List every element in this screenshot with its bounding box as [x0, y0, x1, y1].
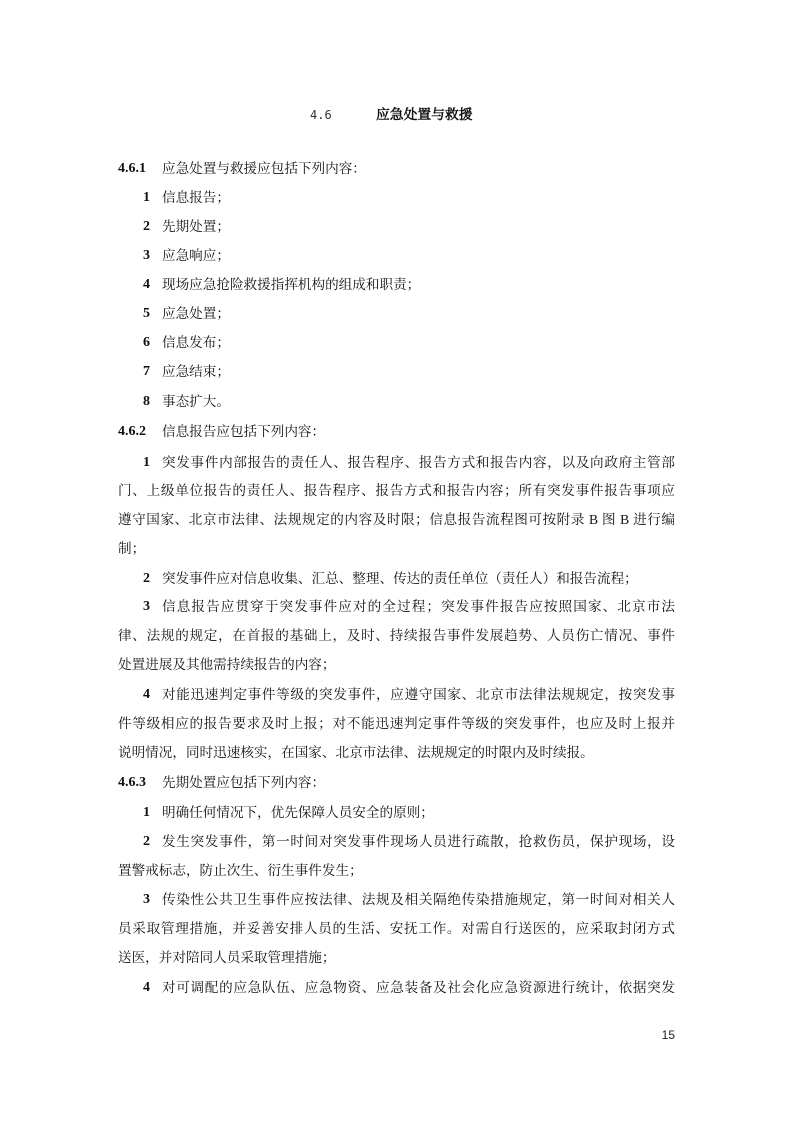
list-item	[143, 188, 675, 208]
item-number: 4	[143, 980, 150, 995]
clause-4-6-3	[118, 773, 675, 793]
item-text-continued: 员采取管理措施，并妥善安排人员的生活、安抚工作。对需自行送医的，应采取封闭方式	[118, 921, 675, 936]
item-text: 先期处置；	[162, 219, 230, 234]
list-item	[143, 803, 675, 823]
clause-number: 4.6.1	[118, 161, 146, 176]
section-heading	[310, 105, 473, 125]
list-item	[143, 597, 675, 617]
item-number: 4	[143, 277, 150, 292]
item-text-continued: 门、上级单位报告的责任人、报告程序、报告方式和报告内容；所有突发事件报告事项应	[118, 483, 675, 498]
item-number: 5	[143, 306, 150, 321]
list-item	[143, 685, 675, 705]
item-number: 4	[143, 687, 150, 702]
item-text-continued: 处置进展及其他需持续报告的内容；	[118, 657, 336, 672]
list-item	[143, 392, 675, 412]
list-item	[143, 275, 675, 295]
item-text: 信息发布；	[162, 335, 230, 350]
item-text: 对能迅速判定事件等级的突发事件，应遵守国家、北京市法律法规规定，按突发事	[162, 687, 675, 702]
item-number: 7	[143, 364, 150, 379]
item-text: 信息报告；	[162, 190, 230, 205]
item-text: 应急处置；	[162, 306, 230, 321]
list-item	[143, 453, 675, 473]
item-text-continued: 制；	[118, 541, 146, 556]
item-number: 2	[143, 571, 150, 586]
clause-intro: 信息报告应包括下列内容：	[162, 424, 326, 439]
item-number: 1	[143, 190, 150, 205]
list-item	[143, 333, 675, 353]
item-text-continued: 置警戒标志，防止次生、衍生事件发生；	[118, 863, 363, 878]
list-item	[143, 890, 675, 910]
item-text: 传染性公共卫生事件应按法律、法规及相关隔绝传染措施规定，第一时间对相关人	[162, 892, 675, 907]
clause-number: 4.6.2	[118, 424, 146, 439]
item-text: 突发事件应对信息收集、汇总、整理、传达的责任单位（责任人）和报告流程；	[162, 571, 638, 586]
item-number: 1	[143, 805, 150, 820]
item-number: 3	[143, 892, 150, 907]
item-text-continued: 说明情况，同时迅速核实，在国家、北京市法律、法规规定的时限内及时续报。	[118, 745, 594, 760]
clause-intro: 应急处置与救援应包括下列内容：	[162, 161, 366, 176]
item-number: 1	[143, 455, 150, 470]
item-number: 6	[143, 335, 150, 350]
list-item	[143, 246, 675, 266]
clause-4-6-1	[118, 159, 675, 179]
item-text: 对可调配的应急队伍、应急物资、应急装备及社会化应急资源进行统计，依据突发	[162, 980, 675, 995]
clause-number: 4.6.3	[118, 775, 146, 790]
item-text: 应急结束；	[162, 364, 230, 379]
item-number: 3	[143, 248, 150, 263]
item-text-continued: 件等级相应的报告要求及时上报；对不能迅速判定事件等级的突发事件，也应及时上报并	[118, 716, 675, 731]
item-text: 信息报告应贯穿于突发事件应对的全过程；突发事件报告应按照国家、北京市法	[162, 599, 675, 614]
clause-4-6-2	[118, 422, 675, 442]
page-number: 15	[661, 1028, 675, 1042]
list-item	[143, 832, 675, 852]
item-number: 8	[143, 394, 150, 409]
list-item	[143, 304, 675, 324]
list-item	[143, 217, 675, 237]
item-text: 事态扩大。	[162, 394, 230, 409]
section-number: 4.6	[310, 108, 332, 122]
item-text-continued: 律、法规的规定，在首报的基础上，及时、持续报告事件发展趋势、人员伤亡情况、事件	[118, 628, 675, 643]
item-text-continued: 送医，并对陪同人员采取管理措施；	[118, 950, 336, 965]
section-title: 应急处置与救援	[376, 107, 473, 122]
item-text: 突发事件内部报告的责任人、报告程序、报告方式和报告内容，以及向政府主管部	[162, 455, 675, 470]
item-text: 发生突发事件，第一时间对突发事件现场人员进行疏散，抢救伤员，保护现场，设	[162, 834, 675, 849]
item-text-continued: 遵守国家、北京市法律、法规规定的内容及时限；信息报告流程图可按附录 B 图 B 进行编	[118, 512, 675, 527]
item-number: 2	[143, 834, 150, 849]
clause-intro: 先期处置应包括下列内容：	[162, 775, 326, 790]
item-number: 3	[143, 599, 150, 614]
list-item	[143, 362, 675, 382]
item-text: 现场应急抢险救援指挥机构的组成和职责；	[162, 277, 421, 292]
list-item	[143, 978, 675, 998]
item-text: 应急响应；	[162, 248, 230, 263]
item-number: 2	[143, 219, 150, 234]
item-text: 明确任何情况下，优先保障人员安全的原则；	[162, 805, 434, 820]
list-item	[143, 569, 675, 589]
